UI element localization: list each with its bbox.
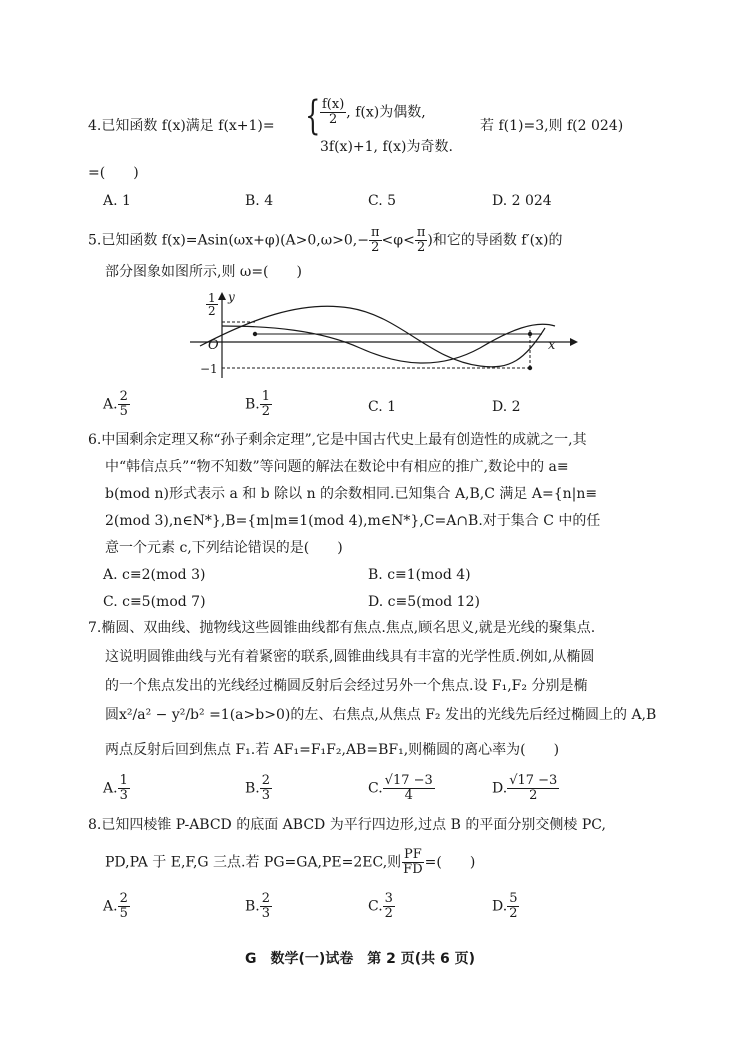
q6-option-a: A. c≡2(mod 3) bbox=[103, 567, 206, 583]
x-axis-arrow bbox=[570, 338, 578, 346]
q6-option-b: B. c≡1(mod 4) bbox=[368, 567, 471, 583]
q5-option-d: D. 2 bbox=[492, 399, 521, 415]
q5-line2: 部分图象如图所示,则 ω=( ) bbox=[105, 264, 302, 280]
q5-option-b: B. $\frac{1}{2}$ bbox=[245, 389, 271, 419]
q7-line-5: 两点反射后回到焦点 F₁.若 AF₁=F₁F₂,AB=BF₁,则椭圆的离心率为( ) bbox=[105, 742, 560, 758]
q8-option-d: D. $\frac{5}{2}$ bbox=[492, 891, 518, 921]
min-point bbox=[528, 366, 532, 370]
graph-y-neg-label: −1 bbox=[200, 362, 218, 376]
q4-case1-cond: , f(x)为偶数, bbox=[346, 104, 426, 121]
q4-stem bbox=[88, 116, 275, 136]
q8-line-2: PD,PA 于 E,F,G 三点.若 PG=GA,PE=2EC,则 $\frac{PF}{FD}$ =( ) bbox=[105, 847, 476, 877]
q7-option-b: B. $\frac{2}{3}$ bbox=[245, 773, 271, 803]
graph-y-label: y bbox=[228, 290, 235, 304]
q6-line-3: b(mod n)形式表示 a 和 b 除以 n 的余数相同.已知集合 A,B,C 满足 A={n|n≡ bbox=[105, 486, 598, 502]
q6-option-d: D. c≡5(mod 12) bbox=[368, 594, 480, 610]
curve-fprime bbox=[222, 324, 555, 363]
q4-option-d: D. 2 024 bbox=[492, 193, 552, 209]
q7-line-3: 的一个焦点发出的光线经过椭圆反射后会经过另外一个焦点.设 F₁,F₂ 分别是椭 bbox=[105, 678, 588, 694]
graph-origin-label: O bbox=[208, 338, 219, 353]
q6-line-5: 意一个元素 c,下列结论错误的是( ) bbox=[105, 540, 343, 556]
q4-line2: =( ) bbox=[88, 165, 139, 181]
q7-line-4: 圆x²/a² − y²/b² =1(a>b>0)的左、右焦点,从焦点 F₂ 发出的光线先后经过椭圆上的 A,B bbox=[105, 707, 657, 723]
y-axis-arrow bbox=[218, 292, 226, 300]
q7-line-1: 7.椭圆、双曲线、抛物线这些圆锥曲线都有焦点.焦点,顾名思义,就是光线的聚集点. bbox=[88, 620, 596, 636]
intersection-point-2 bbox=[528, 332, 532, 336]
q4-case1 bbox=[320, 98, 426, 127]
q4-case1-num: f(x) bbox=[322, 97, 345, 112]
q4-option-b: B. 4 bbox=[245, 193, 274, 209]
intersection-point-1 bbox=[253, 332, 257, 336]
q8-option-c: C. $\frac{3}{2}$ bbox=[368, 891, 393, 921]
q7-option-a: A. $\frac{1}{3}$ bbox=[103, 773, 128, 803]
q7-line-2: 这说明圆锥曲线与光有着紧密的联系,圆锥曲线具有丰富的光学性质.例如,从椭圆 bbox=[105, 649, 595, 665]
graph-y-tick-frac: $\frac{1}{2}$ bbox=[208, 291, 216, 318]
page-footer: G 数学(一)试卷 第 2 页(共 6 页) bbox=[245, 951, 476, 967]
q5-graph bbox=[190, 290, 580, 380]
q5-line1: 5.已知函数 f(x)=Asin(ωx+φ)(A>0,ω>0,− $\frac{\pi}{2}$ <φ< $\frac{\pi}{2}$ )和它的导函数 f′(x)的 bbox=[88, 225, 563, 255]
q4-prefix: 4.已知函数 f(x)满足 f(x+1)= bbox=[88, 118, 275, 134]
q5-option-c: C. 1 bbox=[368, 399, 397, 415]
q6-line-2: 中“韩信点兵”“物不知数”等问题的解法在数论中有相应的推广,数论中的 a≡ bbox=[105, 459, 569, 475]
q6-line-4: 2(mod 3),n∈N*},B={m|m≡1(mod 4),m∈N*},C=A∩B.对于集合 C 中的任 bbox=[105, 513, 601, 529]
q4-suffix: 若 f(1)=3,则 f(2 024) bbox=[480, 118, 624, 134]
q7-option-c: C. $\frac{√17 -3}{4}$ bbox=[368, 773, 433, 803]
curve-f bbox=[200, 306, 545, 367]
q5-graph-svg bbox=[190, 290, 580, 380]
q8-line-1: 8.已知四棱锥 P-ABCD 的底面 ABCD 为平行四边形,过点 B 的平面分别交侧棱 PC, bbox=[88, 817, 606, 833]
q6-line-1: 6.中国剩余定理又称“孙子剩余定理”,它是中国古代史上最有创造性的成就之一,其 bbox=[88, 432, 587, 448]
q5-option-a: A. $\frac{2}{5}$ bbox=[103, 389, 128, 419]
q4-case1-den: 2 bbox=[329, 112, 338, 127]
q4-case2: 3f(x)+1, f(x)为奇数. bbox=[320, 139, 453, 155]
graph-x-label: x bbox=[548, 338, 556, 353]
q8-option-a: A. $\frac{2}{5}$ bbox=[103, 891, 128, 921]
q8-option-b: B. $\frac{2}{3}$ bbox=[245, 891, 271, 921]
q4-option-c: C. 5 bbox=[368, 193, 397, 209]
q7-option-d: D. $\frac{√17 -3}{2}$ bbox=[492, 773, 558, 803]
q6-option-c: C. c≡5(mod 7) bbox=[103, 594, 206, 610]
q4-option-a: A. 1 bbox=[103, 193, 131, 209]
q4-piecewise-brace: { bbox=[305, 93, 321, 139]
